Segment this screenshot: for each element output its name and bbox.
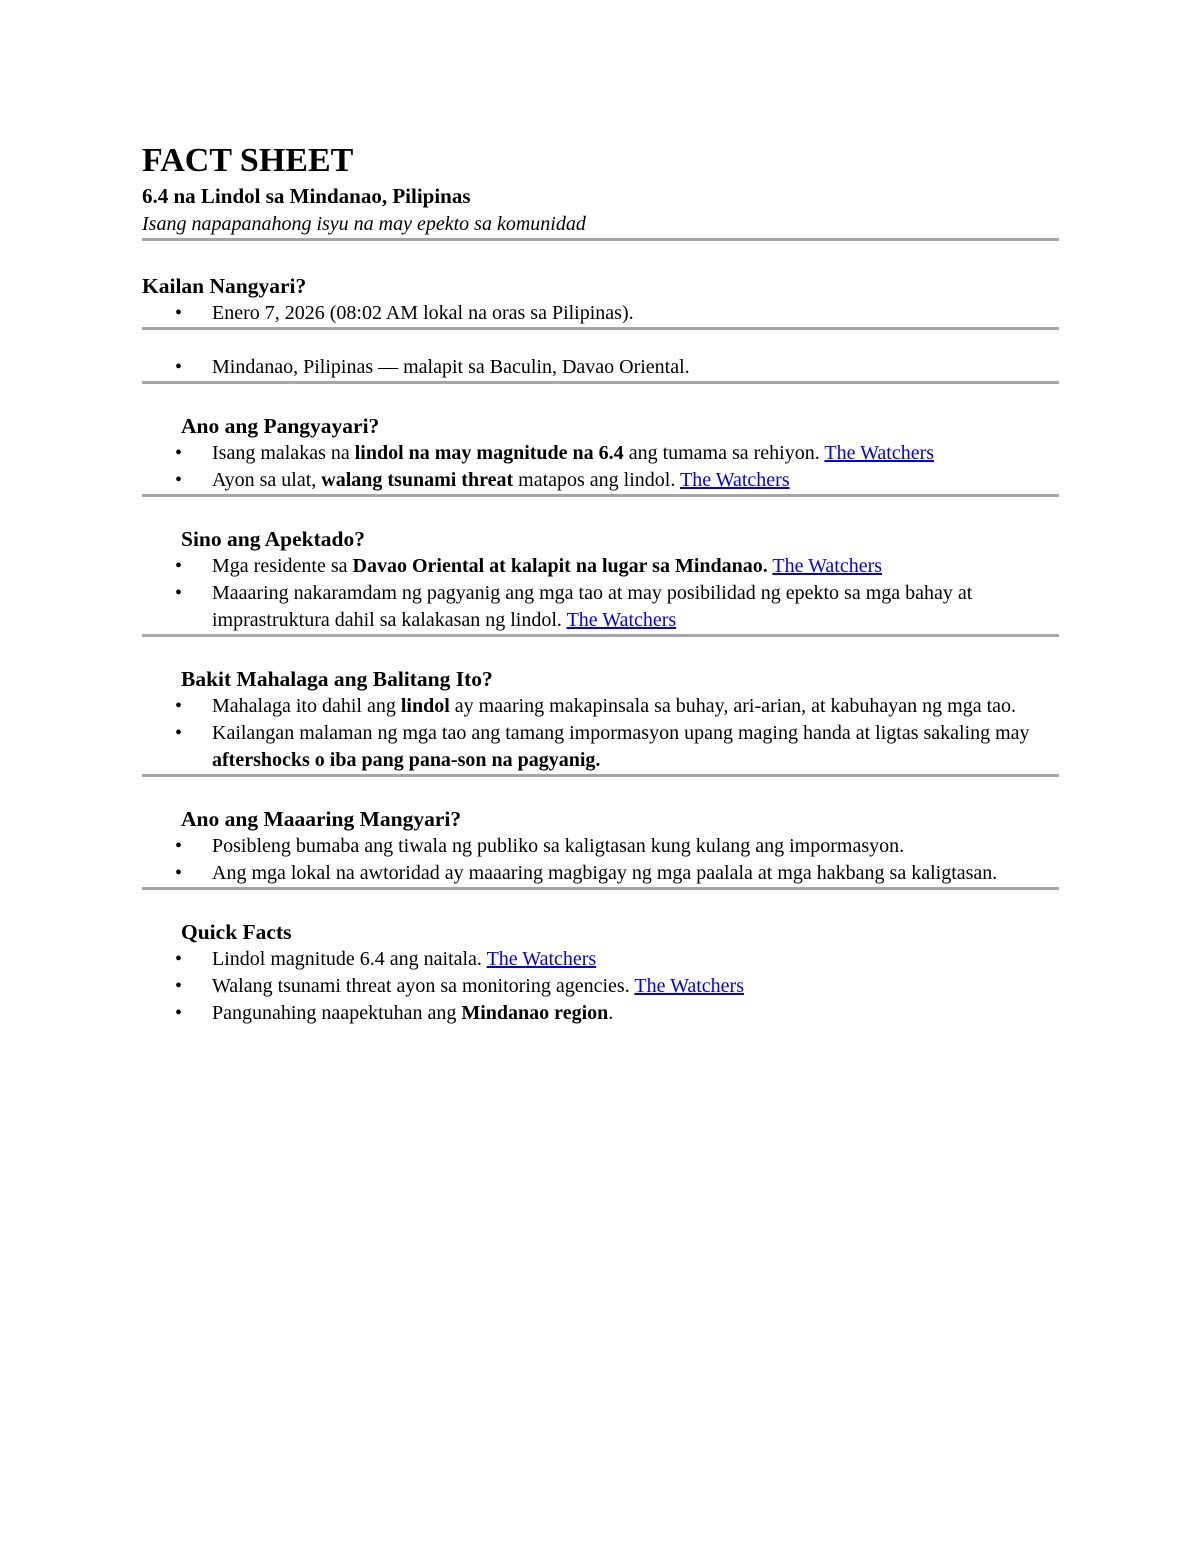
list-item: • Kailangan malaman ng mga tao ang tamang impormasyon upang maging handa at ligtas sakaling may aftershocks o iba pang pana-son na pagyanig. xyxy=(175,722,1030,771)
source-link[interactable]: The Watchers xyxy=(566,609,677,631)
page-subtitle: 6.4 na Lindol sa Mindanao, Pilipinas xyxy=(142,184,471,208)
bullet: • xyxy=(175,356,183,378)
bullet: • xyxy=(175,835,183,857)
list-item: • Mga residente sa Davao Oriental at kalapit na lugar sa Mindanao. The Watchers xyxy=(142,553,1059,580)
source-link[interactable]: The Watchers xyxy=(824,442,935,464)
bullet-list xyxy=(142,946,1059,1027)
bullet: • xyxy=(175,862,183,884)
divider xyxy=(142,634,1059,637)
source-link[interactable]: The Watchers xyxy=(634,975,744,997)
list-item: • Posibleng bumaba ang tiwala ng publiko sa kaligtasan kung kulang ang impormasyon. xyxy=(142,833,1059,860)
divider xyxy=(142,494,1059,497)
section-who xyxy=(142,525,1059,634)
bullet: • xyxy=(175,975,183,997)
list-item: • Isang malakas na lindol na may magnitude na 6.4 ang tumama sa rehiyon. The Watchers xyxy=(142,440,1059,467)
bullet: • xyxy=(175,722,183,744)
divider xyxy=(142,774,1059,777)
list-item: • Mindanao, Pilipinas — malapit sa Baculin, Davao Oriental. xyxy=(142,354,1059,381)
section-heading: Quick Facts xyxy=(181,920,292,944)
divider xyxy=(142,381,1059,384)
section-next xyxy=(142,805,1059,887)
bullet: • xyxy=(175,948,183,970)
bullet: • xyxy=(175,442,183,464)
bullet: • xyxy=(175,695,183,717)
bullet-list xyxy=(142,440,1059,494)
bullet-list xyxy=(142,833,1059,887)
section-what xyxy=(142,412,1059,494)
list-item: • Ang mga lokal na awtoridad ay maaaring magbigay ng mga paalala at mga hakbang sa kaligtasan. xyxy=(142,860,1059,887)
fact-sheet-page xyxy=(142,140,1059,1027)
section-why xyxy=(142,665,1059,774)
section-quick-facts xyxy=(142,918,1059,1027)
list-item: • Enero 7, 2026 (08:02 AM lokal na oras sa Pilipinas). xyxy=(142,300,1059,327)
bullet: • xyxy=(175,302,183,324)
list-item: • Ayon sa ulat, walang tsunami threat matapos ang lindol. The Watchers xyxy=(142,467,1059,494)
divider xyxy=(142,887,1059,890)
bullet: • xyxy=(175,555,183,577)
list-item: • Maaaring nakaramdam ng pagyanig ang mga tao at may posibilidad ng epekto sa mga bahay at imprastruktura dahil sa kalakasan ng lindol. The Watchers xyxy=(175,582,973,631)
list-item: • Lindol magnitude 6.4 ang naitala. The Watchers xyxy=(142,946,1059,973)
bullet: • xyxy=(175,1002,183,1024)
bullet-list xyxy=(142,553,1059,634)
source-link[interactable]: The Watchers xyxy=(772,555,883,577)
section-heading: Ano ang Maaaring Mangyari? xyxy=(181,807,462,831)
list-item: • Pangunahing naapektuhan ang Mindanao region. xyxy=(142,1000,1059,1027)
bullet-list xyxy=(142,693,1059,774)
list-item: • Mahalaga ito dahil ang lindol ay maaring makapinsala sa buhay, ari-arian, at kabuhayan ng mga tao. xyxy=(142,693,1059,720)
section-where xyxy=(142,354,1059,381)
divider xyxy=(142,238,1059,241)
section-heading: Ano ang Pangyayari? xyxy=(181,414,380,438)
section-heading: Sino ang Apektado? xyxy=(181,527,366,551)
bullet-list xyxy=(142,300,1059,327)
source-link[interactable]: The Watchers xyxy=(486,948,597,970)
list-item: • Walang tsunami threat ayon sa monitoring agencies. The Watchers xyxy=(142,973,1059,1000)
divider xyxy=(142,327,1059,330)
source-link[interactable]: The Watchers xyxy=(679,469,790,491)
bullet-list xyxy=(142,354,1059,381)
section-heading: Bakit Mahalaga ang Balitang Ito? xyxy=(181,667,493,691)
bullet: • xyxy=(175,582,183,604)
page-tagline: Isang napapanahong isyu na may epekto sa komunidad xyxy=(142,213,586,235)
section-when xyxy=(142,272,1059,327)
section-heading: Kailan Nangyari? xyxy=(142,274,307,298)
page-title: FACT SHEET xyxy=(142,142,354,179)
bullet: • xyxy=(175,469,183,491)
